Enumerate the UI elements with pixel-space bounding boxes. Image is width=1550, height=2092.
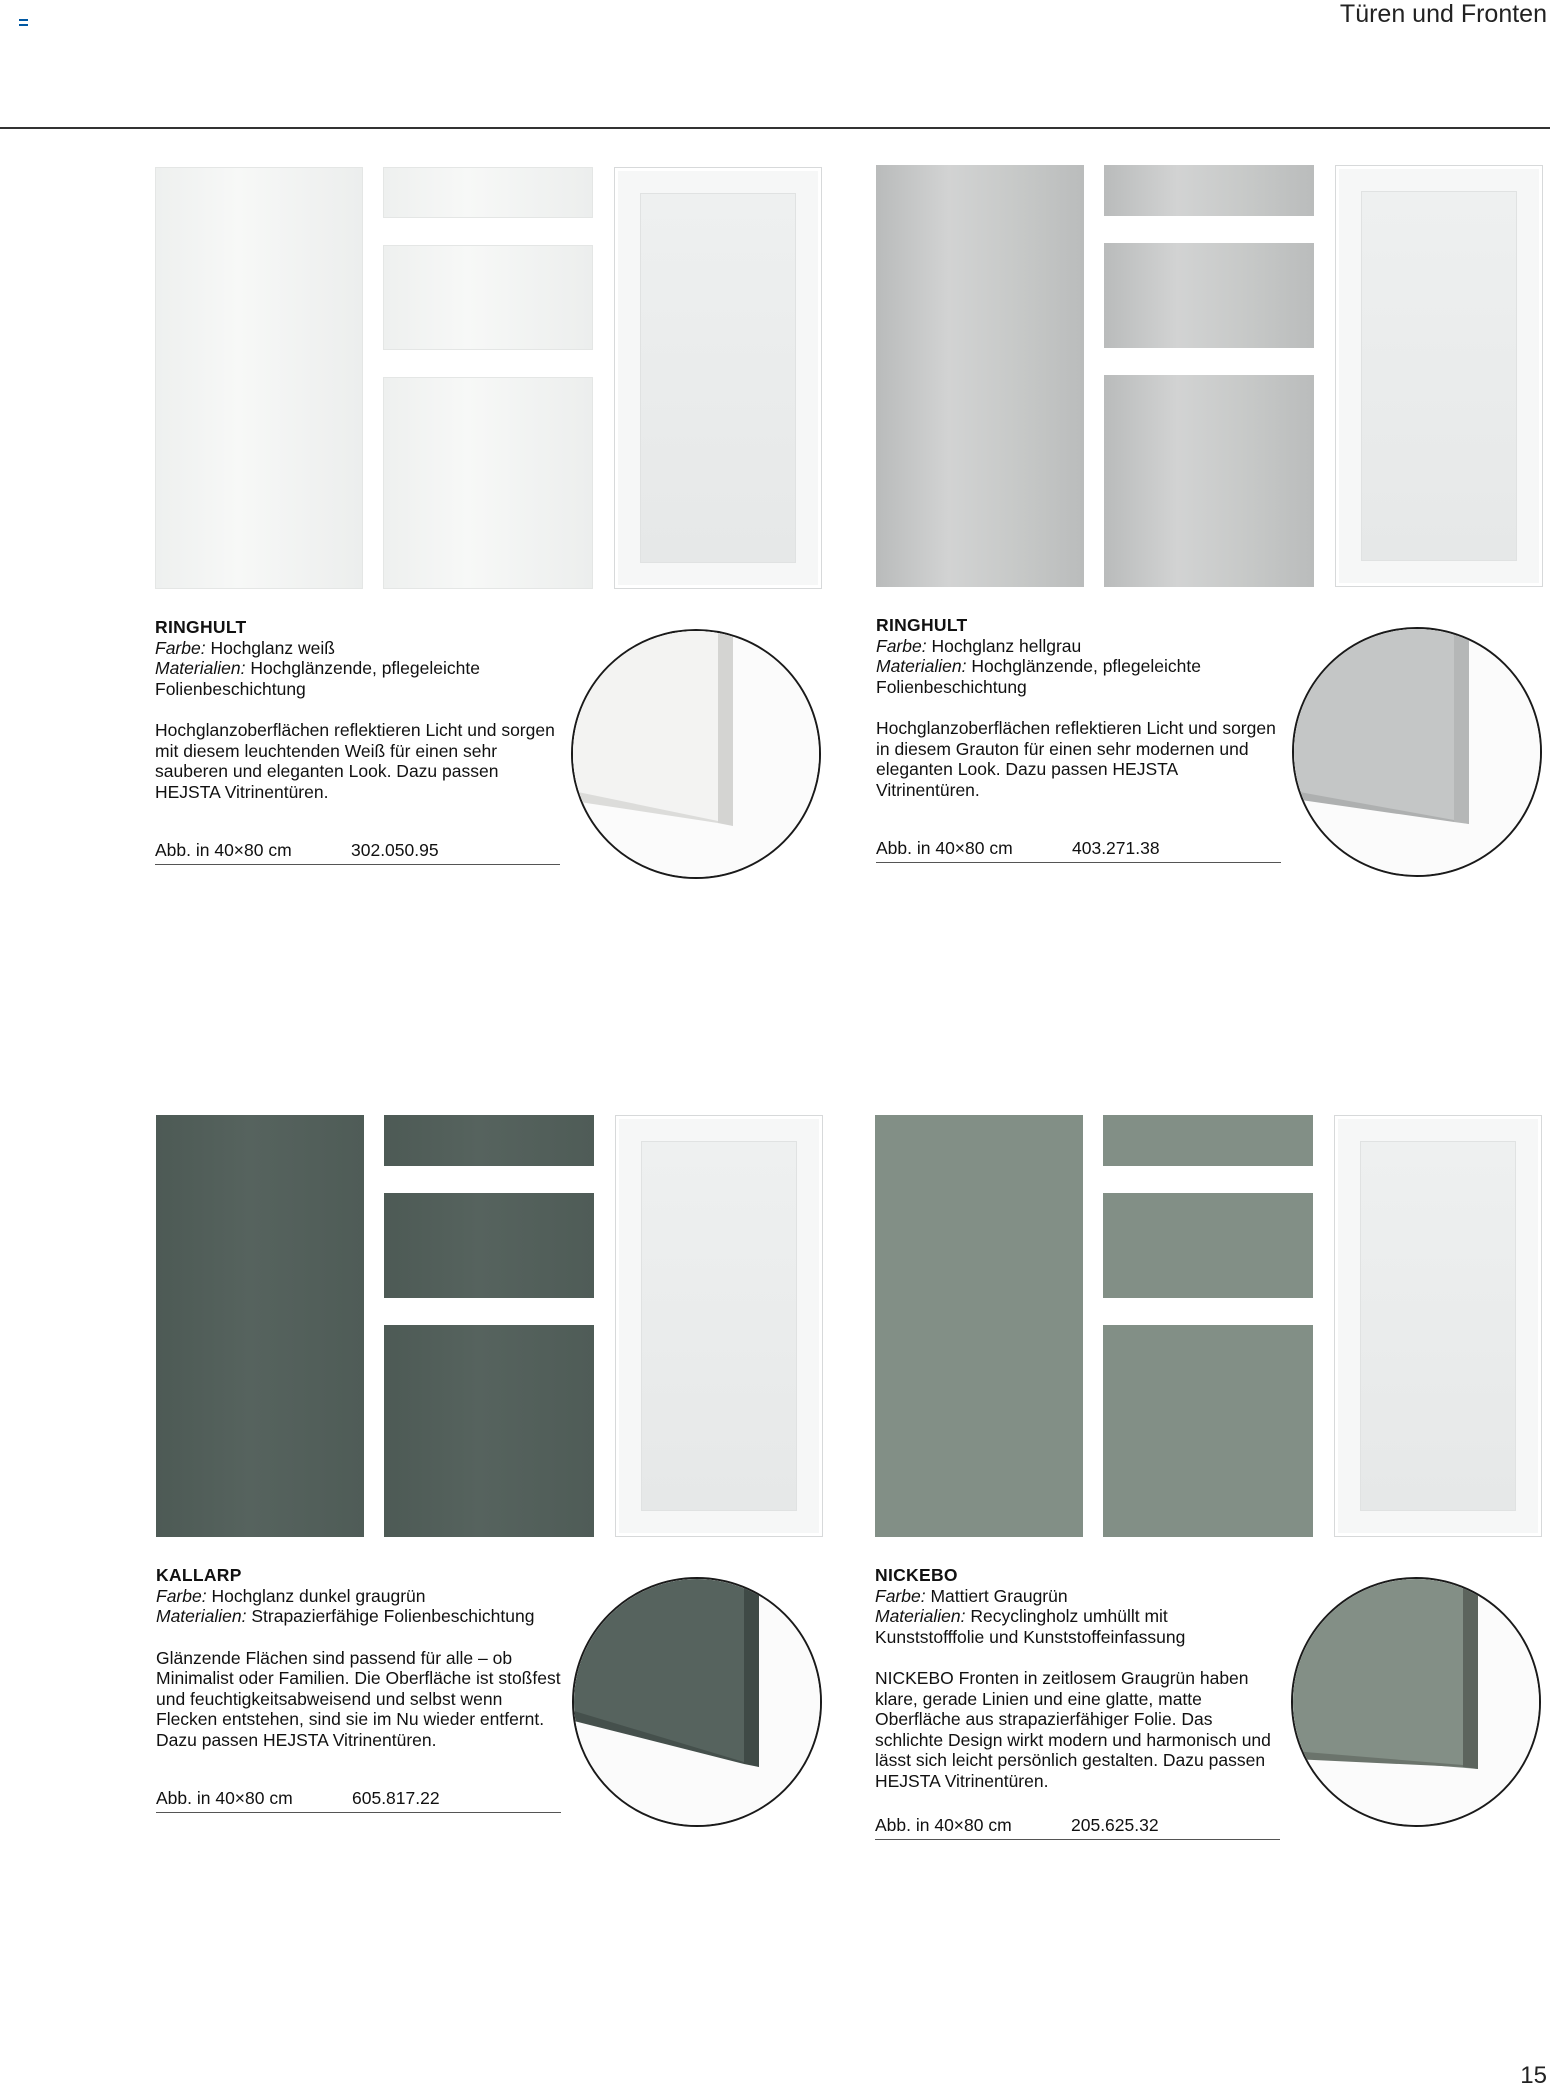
drawer-front-large	[384, 1325, 594, 1537]
menu-icon[interactable]	[19, 19, 28, 26]
vitrine-door-image	[614, 167, 822, 589]
product-spec-row	[155, 840, 560, 865]
product-size: Abb. in 40×80 cm	[876, 838, 1013, 858]
drawer-front-large	[383, 377, 593, 589]
product-material: Materialien: Recyclingholz umhüllt mit Kunststofffolie und Kunststoffeinfassung	[875, 1606, 1186, 1647]
product-material: Materialien: Strapazierfähige Folienbeschichtung	[156, 1606, 535, 1626]
drawer-front-large	[1103, 1325, 1313, 1537]
article-number: 403.271.38	[1072, 838, 1160, 858]
product-info	[876, 615, 1281, 800]
vitrine-door-image	[1334, 1115, 1542, 1537]
drawer-front-medium	[383, 245, 593, 350]
product-spec-row	[156, 1788, 561, 1813]
product-color: Farbe: Hochglanz dunkel graugrün	[156, 1585, 426, 1606]
header-divider	[0, 127, 1550, 129]
product-info	[155, 617, 560, 802]
product-size: Abb. in 40×80 cm	[875, 1815, 1012, 1835]
edge-detail-zoom	[1291, 1577, 1541, 1827]
product-spec-row	[875, 1815, 1280, 1840]
drawer-front-medium	[384, 1193, 594, 1298]
product-nickebo	[875, 1115, 1550, 1965]
article-number: 302.050.95	[351, 840, 439, 860]
section-title: Türen und Fronten	[1339, 0, 1547, 28]
product-name: RINGHULT	[155, 617, 247, 637]
product-color: Farbe: Hochglanz weiß	[155, 637, 335, 658]
edge-detail-zoom	[572, 1577, 822, 1827]
product-kallarp	[156, 1115, 871, 1965]
article-number: 205.625.32	[1071, 1815, 1159, 1835]
page-number: 15	[1520, 2062, 1547, 2089]
product-color: Farbe: Mattiert Graugrün	[875, 1585, 1068, 1606]
vitrine-door-image	[1335, 165, 1543, 587]
product-size: Abb. in 40×80 cm	[155, 840, 292, 860]
product-description: Glänzende Flächen sind passend für alle – ob Minimalist oder Familien. Die Oberfläche ist stoßfest und feuchtigkeitsabweisend und selbst wenn Flecken entstehen, sind sie im Nu wieder entfernt. Dazu passen HEJSTA Vitrinentüren.	[156, 1647, 561, 1750]
product-color: Farbe: Hochglanz hellgrau	[876, 635, 1082, 656]
vitrine-door-image	[615, 1115, 823, 1537]
drawer-front-large	[1104, 375, 1314, 587]
drawer-front-small	[384, 1115, 594, 1166]
article-number: 605.817.22	[352, 1788, 440, 1808]
product-description: Hochglanzoberflächen reflektieren Licht und sorgen mit diesem leuchtenden Weiß für einen sehr sauberen und eleganten Look. Dazu passen HEJSTA Vitrinentüren.	[155, 720, 555, 802]
product-material: Materialien: Hochglänzende, pflegeleichte Folienbeschichtung	[155, 658, 480, 699]
door-image	[876, 165, 1084, 587]
drawer-front-small	[1104, 165, 1314, 216]
drawer-front-small	[383, 167, 593, 218]
product-name: KALLARP	[156, 1565, 242, 1585]
product-material: Materialien: Hochglänzende, pflegeleichte Folienbeschichtung	[876, 656, 1201, 697]
product-info	[156, 1565, 561, 1750]
product-spec-row	[876, 838, 1281, 863]
product-info	[875, 1565, 1280, 1791]
edge-detail-zoom	[1292, 627, 1542, 877]
product-ringhult-white	[155, 167, 870, 1017]
product-description: Hochglanzoberflächen reflektieren Licht und sorgen in diesem Grauton für einen sehr modernen und eleganten Look. Dazu passen HEJSTA Vitrinentüren.	[876, 718, 1276, 800]
drawer-front-small	[1103, 1115, 1313, 1166]
edge-detail-zoom	[571, 629, 821, 879]
product-name: NICKEBO	[875, 1565, 958, 1585]
product-ringhult-light-grey	[876, 165, 1550, 1015]
product-size: Abb. in 40×80 cm	[156, 1788, 293, 1808]
product-description: NICKEBO Fronten in zeitlosem Graugrün haben klare, gerade Linien und eine glatte, matte Oberfläche aus strapazierfähiger Folie. Das schlichte Design wirkt modern und harmonisch und lässt sich leicht persönlich gestalten. Dazu passen HEJSTA Vitrinentüren.	[875, 1668, 1271, 1791]
drawer-front-medium	[1104, 243, 1314, 348]
door-image	[156, 1115, 364, 1537]
door-image	[155, 167, 363, 589]
drawer-front-medium	[1103, 1193, 1313, 1298]
door-image	[875, 1115, 1083, 1537]
product-name: RINGHULT	[876, 615, 968, 635]
